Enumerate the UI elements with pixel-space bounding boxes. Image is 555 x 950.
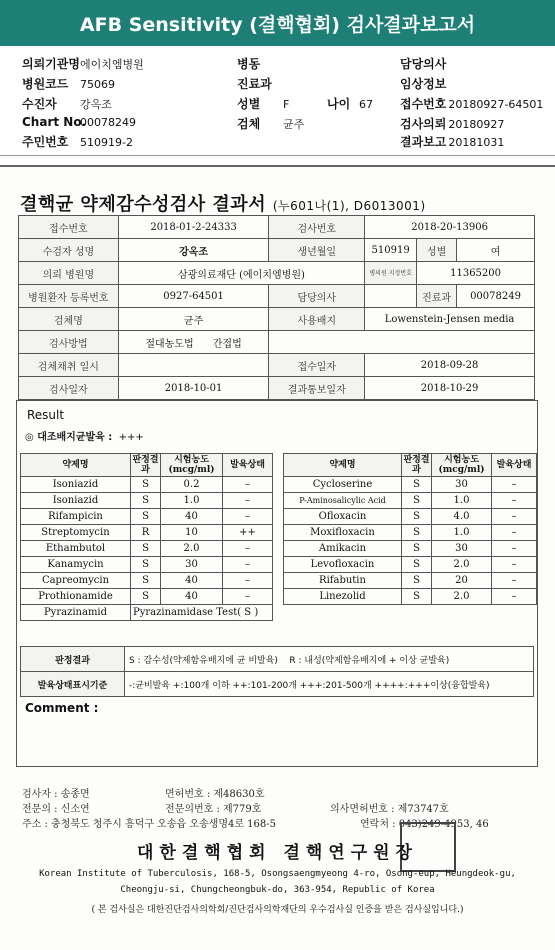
address: 주소 : 충청북도 청주시 흥덕구 오송읍 오송생명4로 168-5 bbox=[22, 819, 277, 830]
english-address-1: Korean Institute of Tuberculosis, 168-5, Osongsaengmyeong 4-ro, Osong-eup, Heungdeok-gu, bbox=[39, 869, 516, 879]
hdr-value: 00078249 bbox=[80, 116, 136, 129]
hdr-label: 검사의뢰 bbox=[400, 117, 447, 131]
cell-value: 강옥조 bbox=[118, 239, 269, 262]
cell-value: 0927-64501 bbox=[118, 285, 269, 308]
hdr-report-date bbox=[400, 133, 504, 150]
drug-result: S bbox=[131, 477, 161, 493]
cell-value bbox=[118, 331, 269, 354]
hdr-label: 결과보고 bbox=[400, 135, 447, 149]
hdr-value: F bbox=[283, 98, 290, 111]
hdr-value: 에이치엠병원 bbox=[80, 58, 144, 71]
drug-result: S bbox=[131, 493, 161, 509]
drug-name: P-Aminosalicylic Acid bbox=[284, 493, 402, 509]
cell-label: 접수일자 bbox=[269, 354, 365, 377]
drug-row bbox=[21, 493, 537, 509]
drug-name: Ofloxacin bbox=[284, 509, 402, 525]
cell-value: 2018-01-2-24333 bbox=[118, 216, 269, 239]
col-drug: 약제명 bbox=[21, 454, 131, 477]
drug-result: S bbox=[131, 573, 161, 589]
cell-label: 성별 bbox=[417, 239, 457, 262]
drug-name: Ethambutol bbox=[21, 541, 131, 557]
col-result: 판정결과 bbox=[403, 455, 430, 475]
drug-growth: – bbox=[492, 493, 537, 509]
legend-growth-label: 발육상태표시기준 bbox=[21, 672, 125, 697]
drug-conc: 10 bbox=[161, 525, 223, 541]
hdr-age bbox=[327, 95, 373, 112]
legend-resistant: R : 내성(약제함유배지에 + 이상 균발육) bbox=[289, 655, 450, 666]
drug-conc: 2.0 bbox=[161, 541, 223, 557]
hdr-value: 균주 bbox=[283, 118, 305, 131]
drug-name: Linezolid bbox=[284, 589, 402, 605]
hdr-hospital-code bbox=[22, 75, 115, 92]
hdr-label: 병동 bbox=[237, 57, 261, 71]
drug-result: S bbox=[402, 493, 432, 509]
english-address-2: Cheongju-si, Chungcheongbuk-do, 363-954, Republic of Korea bbox=[120, 885, 435, 895]
cell-label: 검체채취 일시 bbox=[19, 354, 119, 377]
drug-conc: 30 bbox=[161, 557, 223, 573]
drug-conc: 20 bbox=[432, 573, 492, 589]
document-title bbox=[20, 190, 426, 216]
cell-label: 검체명 bbox=[19, 308, 119, 331]
drug-growth: – bbox=[223, 573, 273, 589]
control-growth-label: ◎ 대조배지균발육 : bbox=[25, 432, 113, 443]
drug-name: Rifabutin bbox=[284, 573, 402, 589]
hdr-value: 510919-2 bbox=[80, 136, 133, 149]
legend-susceptible: S : 감수성(약제함유배지에 균 비발육) bbox=[129, 655, 278, 666]
cell-label: 병의원 지정번호 bbox=[365, 262, 417, 285]
hdr-doctor bbox=[400, 55, 446, 72]
drug-growth: – bbox=[223, 509, 273, 525]
drug-growth: – bbox=[223, 557, 273, 573]
cell-value: 00078249 bbox=[457, 285, 535, 308]
cell-label: 사용배지 bbox=[269, 308, 365, 331]
hdr-label: 담당의사 bbox=[400, 57, 447, 71]
cell-value: 2018-10-29 bbox=[365, 377, 535, 400]
report-title-bar bbox=[0, 0, 555, 46]
hdr-label: 나이 bbox=[327, 97, 351, 111]
drug-result: S bbox=[402, 509, 432, 525]
legend-judge-label: 판정결과 bbox=[21, 647, 125, 672]
pza-name: Pyrazinamid bbox=[21, 605, 131, 621]
drug-growth: – bbox=[223, 541, 273, 557]
drug-name: Levofloxacin bbox=[284, 557, 402, 573]
phone: 연락처 : 043)249-4953, 46 bbox=[360, 819, 489, 830]
drug-conc: 1.0 bbox=[161, 493, 223, 509]
hdr-label: 진료과 bbox=[237, 77, 272, 91]
method-indirect: 간접법 bbox=[212, 338, 242, 350]
hdr-chart-no bbox=[22, 115, 136, 129]
drug-name: Rifampicin bbox=[21, 509, 131, 525]
col-result: 판정결과 bbox=[132, 455, 159, 475]
legend-judge-text bbox=[125, 647, 534, 672]
drug-conc: 1.0 bbox=[432, 493, 492, 509]
cell-label: 검사번호 bbox=[269, 216, 365, 239]
hdr-label: 검체 bbox=[237, 117, 261, 131]
drug-row bbox=[21, 509, 537, 525]
control-growth-value: +++ bbox=[118, 432, 144, 443]
drug-conc: 0.2 bbox=[161, 477, 223, 493]
cell-label: 검사방법 bbox=[19, 331, 119, 354]
drug-conc: 1.0 bbox=[432, 525, 492, 541]
hdr-resident-no bbox=[22, 133, 133, 150]
method-absolute: 절대농도법 bbox=[145, 338, 194, 350]
legend-growth-text: -:균비발육 +:100개 이하 ++:101-200개 +++:201-500개 ++++:+++이상(융합발육) bbox=[125, 672, 534, 697]
drug-growth: – bbox=[223, 493, 273, 509]
drug-conc: 30 bbox=[432, 541, 492, 557]
cell-value: 510919 bbox=[365, 239, 417, 262]
hdr-value: 20180927 bbox=[448, 118, 505, 131]
hdr-hospital bbox=[22, 55, 144, 72]
specialist-name: 전문의 : 신소연 bbox=[22, 804, 90, 815]
scanned-report bbox=[0, 165, 555, 950]
hdr-label: 수진자 bbox=[22, 97, 57, 111]
cell-value: 균주 bbox=[118, 308, 269, 331]
cell-value: 2018-10-01 bbox=[118, 377, 269, 400]
legend-table bbox=[20, 646, 534, 697]
drug-row bbox=[21, 541, 537, 557]
col-growth: 발육상태 bbox=[492, 454, 537, 477]
drug-result: S bbox=[402, 541, 432, 557]
hdr-specimen bbox=[237, 115, 304, 132]
hdr-label: 임상정보 bbox=[400, 77, 447, 91]
cell-label: 생년월일 bbox=[269, 239, 365, 262]
hdr-value: 67 bbox=[359, 98, 373, 111]
cell-value: 여 bbox=[457, 239, 535, 262]
drug-table bbox=[20, 453, 537, 621]
drug-row bbox=[21, 589, 537, 605]
cell-label: 병원환자 등록번호 bbox=[19, 285, 119, 308]
drug-growth: – bbox=[492, 589, 537, 605]
drug-result: R bbox=[131, 525, 161, 541]
hdr-label: 의뢰기관명 bbox=[22, 57, 80, 71]
drug-growth: – bbox=[492, 541, 537, 557]
cell-label: 결과통보일자 bbox=[269, 377, 365, 400]
drug-name: Cycloserine bbox=[284, 477, 402, 493]
certification-note: ( 본 검사실은 대한진단검사의학회/진단검사의학재단의 우수검사실 인증을 받은 검사실입니다.) bbox=[91, 905, 464, 915]
drug-result: S bbox=[131, 557, 161, 573]
col-growth: 발육상태 bbox=[223, 454, 273, 477]
cell-value: 2018-20-13906 bbox=[365, 216, 535, 239]
hdr-request-date bbox=[400, 115, 504, 132]
drug-result: S bbox=[131, 589, 161, 605]
cell-label: 수검자 성명 bbox=[19, 239, 119, 262]
hdr-sex bbox=[237, 95, 289, 112]
drug-conc: 30 bbox=[432, 477, 492, 493]
tester-license: 면허번호 : 제48630호 bbox=[165, 789, 265, 800]
drug-name: Isoniazid bbox=[21, 493, 131, 509]
hdr-value: 20180927-64501 bbox=[448, 98, 544, 111]
hdr-department bbox=[237, 75, 272, 92]
drug-growth: – bbox=[492, 509, 537, 525]
document-code: (누601나(1), D6013001) bbox=[272, 199, 426, 213]
cell-value: 2018-09-28 bbox=[365, 354, 535, 377]
document-title-text: 결핵균 약제감수성검사 결과서 bbox=[20, 194, 267, 215]
hdr-label: 접수번호 bbox=[400, 97, 447, 111]
drug-result: S bbox=[402, 525, 432, 541]
tester-name: 검사자 : 송종면 bbox=[22, 789, 90, 800]
drug-row bbox=[21, 573, 537, 589]
cell-label: 검사일자 bbox=[19, 377, 119, 400]
col-conc: 시험농도(mcg/ml) bbox=[161, 454, 223, 477]
drug-result: S bbox=[402, 557, 432, 573]
drug-row bbox=[21, 525, 537, 541]
specialist-license: 전문의번호 : 제779호 bbox=[165, 804, 262, 815]
col-conc: 시험농도(mcg/ml) bbox=[432, 454, 492, 477]
drug-name: Kanamycin bbox=[21, 557, 131, 573]
drug-result: S bbox=[131, 541, 161, 557]
header-divider bbox=[0, 155, 555, 156]
drug-conc: 2.0 bbox=[432, 557, 492, 573]
result-box bbox=[16, 400, 538, 767]
patient-info-table bbox=[18, 215, 535, 400]
drug-name: Prothionamide bbox=[21, 589, 131, 605]
drug-conc: 40 bbox=[161, 573, 223, 589]
cell-label: 담당의사 bbox=[269, 285, 365, 308]
drug-row bbox=[21, 477, 537, 493]
hdr-value: 20181031 bbox=[448, 136, 505, 149]
drug-growth: – bbox=[492, 573, 537, 589]
institute-name: 대한결핵협회 결핵연구원장 bbox=[137, 843, 418, 863]
drug-result: S bbox=[402, 573, 432, 589]
hdr-clinical-info bbox=[400, 75, 446, 92]
drug-conc: 40 bbox=[161, 509, 223, 525]
drug-rows bbox=[21, 477, 537, 605]
hdr-ward bbox=[237, 55, 260, 72]
drug-conc: 4.0 bbox=[432, 509, 492, 525]
drug-result: S bbox=[402, 589, 432, 605]
cell-value: 삼광의료재단 (에이치엠병원) bbox=[118, 262, 364, 285]
drug-result: S bbox=[402, 477, 432, 493]
comment-label: Comment : bbox=[25, 701, 99, 715]
control-growth bbox=[25, 428, 144, 443]
drug-name: Amikacin bbox=[284, 541, 402, 557]
drug-conc: 2.0 bbox=[432, 589, 492, 605]
col-drug: 약제명 bbox=[284, 454, 402, 477]
cell-label: 의뢰 병원명 bbox=[19, 262, 119, 285]
drug-growth: – bbox=[223, 477, 273, 493]
drug-name: Isoniazid bbox=[21, 477, 131, 493]
hdr-patient bbox=[22, 95, 112, 112]
drug-growth: – bbox=[492, 477, 537, 493]
cell-label: 진료과 bbox=[417, 285, 457, 308]
drug-growth: – bbox=[492, 525, 537, 541]
doctor-license: 의사면허번호 : 제73747호 bbox=[330, 804, 449, 815]
hdr-receipt-no bbox=[400, 95, 543, 112]
drug-result: S bbox=[131, 509, 161, 525]
cell-label: 접수번호 bbox=[19, 216, 119, 239]
cell-value: Lowenstein-Jensen media bbox=[365, 308, 535, 331]
hdr-value: 강옥조 bbox=[80, 98, 112, 111]
hdr-value: 75069 bbox=[80, 78, 115, 91]
result-title: Result bbox=[27, 408, 65, 422]
pza-test: Pyrazinamidase Test( S ) bbox=[131, 605, 273, 621]
drug-growth: – bbox=[223, 589, 273, 605]
cell-value: 11365200 bbox=[417, 262, 535, 285]
drug-name: Moxifloxacin bbox=[284, 525, 402, 541]
hdr-label: 주민번호 bbox=[22, 135, 69, 149]
hdr-label: 성별 bbox=[237, 97, 261, 111]
report-title: AFB Sensitivity (결핵협회) 검사결과보고서 bbox=[79, 14, 476, 36]
drug-growth: – bbox=[492, 557, 537, 573]
drug-row bbox=[21, 557, 537, 573]
drug-growth: ++ bbox=[223, 525, 273, 541]
hdr-label: Chart No. bbox=[22, 115, 87, 129]
drug-name: Streptomycin bbox=[21, 525, 131, 541]
drug-name: Capreomycin bbox=[21, 573, 131, 589]
hdr-label: 병원코드 bbox=[22, 77, 69, 91]
drug-conc: 40 bbox=[161, 589, 223, 605]
